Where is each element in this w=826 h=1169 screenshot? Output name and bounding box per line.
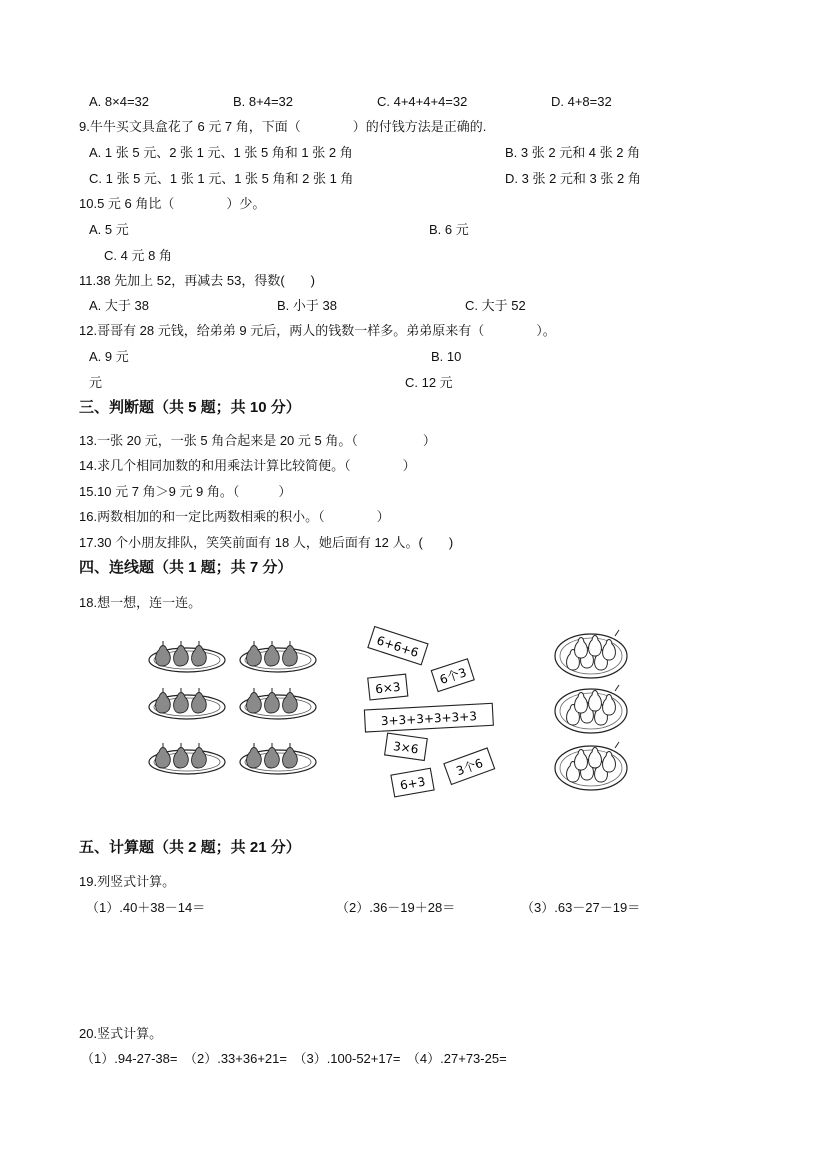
q19-item-3: （3）.63－27－19＝ — [521, 900, 641, 915]
q19-item-1: （1）.40＋38－14＝ — [86, 900, 206, 915]
q14: 14.求几个相同加数的和用乘法计算比较简便。（ ） — [79, 458, 416, 473]
q9-option-c: C. 1 张 5 元、1 张 1 元、1 张 5 角和 2 张 1 角 — [89, 171, 354, 186]
section-3-title: 三、判断题（共 5 题；共 10 分） — [79, 399, 301, 416]
q12-option-a: A. 9 元 — [89, 349, 129, 364]
q10-option-c: C. 4 元 8 角 — [104, 248, 172, 263]
card-label: 6+6+6 — [375, 633, 421, 660]
matching-illustration — [0, 615, 826, 815]
q13: 13.一张 20 元，一张 5 角合起来是 20 元 5 角。（ ） — [79, 433, 436, 448]
pear-plate-large-icon — [555, 742, 627, 790]
pear-plate-icon — [149, 688, 225, 719]
expression-card — [431, 659, 474, 692]
section-4-title: 四、连线题（共 1 题；共 7 分） — [79, 559, 293, 576]
card-label: 6+3 — [399, 774, 427, 793]
card-label: 3×6 — [392, 739, 420, 757]
q11-option-b: B. 小于 38 — [277, 298, 337, 313]
q16: 16.两数相加的和一定比两数相乘的积小。（ ） — [79, 509, 390, 524]
q20-items: （1）.94-27-38= （2）.33+36+21= （3）.100-52+17= （4）.27+73-25= — [81, 1051, 507, 1066]
q19: 19.列竖式计算。 — [79, 874, 176, 889]
card-label: 6×3 — [374, 679, 402, 697]
q9-stem: 9.牛牛买文具盒花了 6 元 7 角，下面（ ）的付钱方法是正确的. — [79, 119, 487, 134]
q18: 18.想一想，连一连。 — [79, 595, 202, 610]
pear-plate-large-icon — [555, 630, 627, 678]
q19-item-2: （2）.36－19＋28＝ — [336, 900, 456, 915]
pear-plate-icon — [149, 641, 225, 672]
pear-plate-large-icon — [555, 685, 627, 733]
expression-card — [364, 703, 493, 732]
pear-plate-icon — [149, 743, 225, 774]
card-label: 3个6 — [454, 755, 485, 779]
q10-stem: 10.5 元 6 角比（ ）少。 — [79, 196, 266, 211]
q8-option-a: A. 8×4=32 — [89, 94, 149, 109]
expression-card — [444, 748, 495, 784]
expression-card — [368, 627, 428, 665]
q12-option-c: C. 12 元 — [405, 375, 453, 390]
section-5-title: 五、计算题（共 2 题；共 21 分） — [79, 839, 301, 856]
q11-option-c: C. 大于 52 — [465, 298, 526, 313]
q9-option-b: B. 3 张 2 元和 4 张 2 角 — [505, 145, 641, 160]
expression-card — [391, 768, 434, 797]
q9-option-d: D. 3 张 2 元和 3 张 2 角 — [505, 171, 641, 186]
q8-option-d: D. 4+8=32 — [551, 94, 612, 109]
expression-card — [368, 674, 408, 700]
q9-option-a: A. 1 张 5 元、2 张 1 元、1 张 5 角和 1 张 2 角 — [89, 145, 353, 160]
q8-option-b: B. 8+4=32 — [233, 94, 293, 109]
card-label: 3+3+3+3+3+3 — [380, 709, 478, 729]
q17: 17.30 个小朋友排队，笑笑前面有 18 人，她后面有 12 人。( ) — [79, 535, 454, 550]
q12-option-b-unit: 元 — [89, 375, 103, 390]
q11-stem: 11.38 先加上 52，再减去 53，得数( ) — [79, 273, 315, 288]
pear-plate-icon — [240, 641, 316, 672]
q10-option-a: A. 5 元 — [89, 222, 129, 237]
pear-plate-icon — [240, 743, 316, 774]
q12-option-b: B. 10 — [431, 349, 462, 364]
q8-option-c: C. 4+4+4+4=32 — [377, 94, 468, 109]
q12-stem: 12.哥哥有 28 元钱，给弟弟 9 元后，两人的钱数一样多。弟弟原来有（ ）。 — [79, 323, 556, 338]
q15: 15.10 元 7 角＞9 元 9 角。（ ） — [79, 484, 292, 499]
q20: 20.竖式计算。 — [79, 1026, 163, 1041]
pear-plate-icon — [240, 688, 316, 719]
q10-option-b: B. 6 元 — [429, 222, 469, 237]
card-label: 6个3 — [437, 665, 469, 688]
q11-option-a: A. 大于 38 — [89, 298, 149, 313]
expression-card — [385, 733, 428, 760]
